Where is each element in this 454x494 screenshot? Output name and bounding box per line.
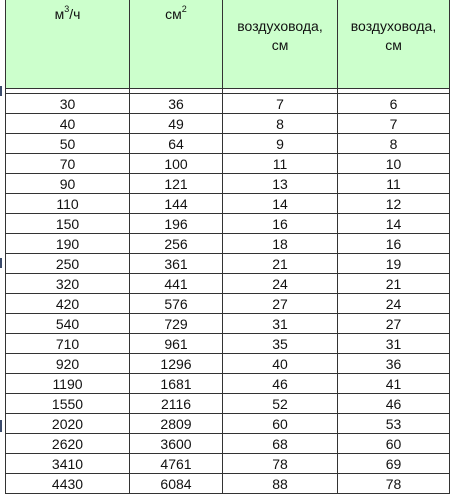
cell-air-flow: 1550 <box>6 394 130 414</box>
cell-duct-diameter-2: 10 <box>338 154 450 174</box>
cell-duct-diameter-1: 13 <box>223 174 338 194</box>
header-duct-diameter-2-line1: воздуховода, <box>350 17 437 34</box>
cell-air-flow: 30 <box>6 94 130 114</box>
edge-artifact <box>0 258 2 268</box>
table-row <box>6 154 450 174</box>
cell-duct-diameter-2: 19 <box>338 254 450 274</box>
cell-section-area: 121 <box>130 174 223 194</box>
header-row <box>6 0 450 89</box>
cell-air-flow: 110 <box>6 194 130 214</box>
cell-duct-diameter-2: 27 <box>338 314 450 334</box>
header-duct-diameter-1-line1: воздуховода, <box>237 17 323 34</box>
air-flow-unit: $м^3/ч$ <box>54 4 81 22</box>
cell-duct-diameter-1: 8 <box>223 114 338 134</box>
table-row <box>6 274 450 294</box>
cell-air-flow: 1190 <box>6 374 130 394</box>
cell-section-area: 729 <box>130 314 223 334</box>
cell-duct-diameter-2: 11 <box>338 174 450 194</box>
cell-duct-diameter-2: 12 <box>338 194 450 214</box>
cell-section-area: 100 <box>130 154 223 174</box>
table-row <box>6 214 450 234</box>
cell-duct-diameter-1: 9 <box>223 134 338 154</box>
cell-duct-diameter-2: 8 <box>338 134 450 154</box>
cell-air-flow: 90 <box>6 174 130 194</box>
duct-sizing-table <box>5 0 450 494</box>
cell-air-flow: 2620 <box>6 434 130 454</box>
cell-air-flow: 420 <box>6 294 130 314</box>
cell-section-area: 6084 <box>130 474 223 494</box>
table-row <box>6 234 450 254</box>
cell-section-area: 4761 <box>130 454 223 474</box>
cell-duct-diameter-2: 53 <box>338 414 450 434</box>
cell-air-flow: 3410 <box>6 454 130 474</box>
cell-duct-diameter-2: 41 <box>338 374 450 394</box>
cell-air-flow: 50 <box>6 134 130 154</box>
cell-section-area: 256 <box>130 234 223 254</box>
cell-air-flow: 920 <box>6 354 130 374</box>
table-row <box>6 394 450 414</box>
cell-duct-diameter-1: 88 <box>223 474 338 494</box>
cell-section-area: 361 <box>130 254 223 274</box>
cell-section-area: 576 <box>130 294 223 314</box>
header-duct-diameter-2-unit: см <box>385 36 402 53</box>
cell-section-area: 2809 <box>130 414 223 434</box>
table-header <box>6 0 450 89</box>
cell-air-flow: 70 <box>6 154 130 174</box>
cell-duct-diameter-1: 21 <box>223 254 338 274</box>
cell-duct-diameter-1: 24 <box>223 274 338 294</box>
cell-duct-diameter-2: 60 <box>338 434 450 454</box>
cell-air-flow: 320 <box>6 274 130 294</box>
header-duct-diameter-1-unit: см <box>271 36 289 53</box>
cell-duct-diameter-2: 16 <box>338 234 450 254</box>
header-section-area <box>130 0 223 89</box>
cell-duct-diameter-1: 14 <box>223 194 338 214</box>
cell-duct-diameter-2: 24 <box>338 294 450 314</box>
table-row <box>6 254 450 274</box>
cell-air-flow: 710 <box>6 334 130 354</box>
table-row <box>6 354 450 374</box>
table-row <box>6 194 450 214</box>
cell-section-area: 196 <box>130 214 223 234</box>
cell-air-flow: 150 <box>6 214 130 234</box>
cell-duct-diameter-1: 18 <box>223 234 338 254</box>
edge-artifact <box>0 86 2 96</box>
cell-duct-diameter-1: 35 <box>223 334 338 354</box>
cell-air-flow: 540 <box>6 314 130 334</box>
cell-duct-diameter-1: 78 <box>223 454 338 474</box>
cell-section-area: 36 <box>130 94 223 114</box>
table-row <box>6 454 450 474</box>
cell-duct-diameter-1: 60 <box>223 414 338 434</box>
cell-air-flow: 4430 <box>6 474 130 494</box>
cell-section-area: 1296 <box>130 354 223 374</box>
cell-duct-diameter-2: 36 <box>338 354 450 374</box>
edge-artifact <box>0 420 2 432</box>
table-row <box>6 374 450 394</box>
section-area-unit: $см^2$ <box>165 4 187 22</box>
cell-duct-diameter-1: 52 <box>223 394 338 414</box>
cell-duct-diameter-2: 31 <box>338 334 450 354</box>
cell-duct-diameter-1: 16 <box>223 214 338 234</box>
cell-duct-diameter-2: 46 <box>338 394 450 414</box>
cell-duct-diameter-1: 68 <box>223 434 338 454</box>
table-row <box>6 174 450 194</box>
cell-duct-diameter-2: 21 <box>338 274 450 294</box>
table-row <box>6 134 450 154</box>
table-row <box>6 114 450 134</box>
cell-duct-diameter-2: 69 <box>338 454 450 474</box>
cell-section-area: 1681 <box>130 374 223 394</box>
cell-duct-diameter-1: 40 <box>223 354 338 374</box>
cell-section-area: 2116 <box>130 394 223 414</box>
table-row <box>6 474 450 494</box>
cell-section-area: 64 <box>130 134 223 154</box>
cell-duct-diameter-1: 31 <box>223 314 338 334</box>
cell-air-flow: 190 <box>6 234 130 254</box>
header-duct-diameter-1 <box>223 0 338 89</box>
cell-duct-diameter-1: 11 <box>223 154 338 174</box>
header-air-flow <box>6 0 130 89</box>
cell-air-flow: 2020 <box>6 414 130 434</box>
cell-duct-diameter-2: 14 <box>338 214 450 234</box>
cell-section-area: 49 <box>130 114 223 134</box>
cell-duct-diameter-1: 27 <box>223 294 338 314</box>
cell-duct-diameter-2: 6 <box>338 94 450 114</box>
cell-section-area: 961 <box>130 334 223 354</box>
table-row <box>6 334 450 354</box>
table-row <box>6 414 450 434</box>
cell-section-area: 3600 <box>130 434 223 454</box>
cell-duct-diameter-1: 7 <box>223 94 338 114</box>
cell-duct-diameter-1: 46 <box>223 374 338 394</box>
cell-duct-diameter-2: 7 <box>338 114 450 134</box>
table-row <box>6 314 450 334</box>
table-row <box>6 94 450 114</box>
table-row <box>6 434 450 454</box>
cell-section-area: 144 <box>130 194 223 214</box>
cell-air-flow: 40 <box>6 114 130 134</box>
header-duct-diameter-2 <box>338 0 450 89</box>
table-row <box>6 294 450 314</box>
table-body <box>6 89 450 494</box>
cell-air-flow: 250 <box>6 254 130 274</box>
cell-duct-diameter-2: 78 <box>338 474 450 494</box>
cell-section-area: 441 <box>130 274 223 294</box>
